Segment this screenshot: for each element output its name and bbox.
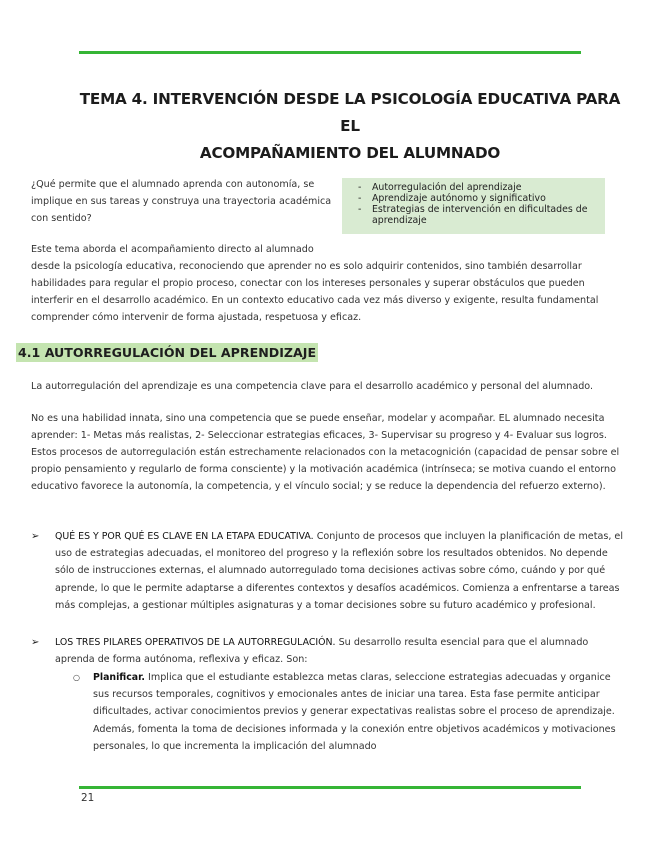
page-number: 21 [81, 792, 95, 804]
intro-paragraph-rest: desde la psicología educativa, reconociendo que aprender no es solo adquirir contenidos, sino también desarrollar habilidades para regular el propio proceso, conectar con los intereses personales y superar obstáculos que pueden interferir en el desarrollo académico. En un contexto educativo cada vez más diverso y exigente, resulta fundamental comprender cómo intervenir de forma ajustada, respetuosa y eficaz. [31, 261, 599, 323]
bullet-text: Su desarrollo resulta esencial para que el alumnado aprenda de forma autónoma, reflexiva y eficaz. Son: [55, 637, 589, 666]
topics-list [358, 182, 599, 226]
intro-question: ¿Qué permite que el alumnado aprenda con autonomía, se implique en sus tareas y construya una trayectoria académica con sentido? [31, 179, 332, 224]
top-rule [79, 51, 581, 54]
bottom-rule [79, 786, 581, 789]
sub-bullet-text: Implica que el estudiante establezca metas claras, seleccione estrategias adecuadas y organice sus recursos temporales, cognitivos y emocionales antes de iniciar una tarea. Esta fase permite anticipar dificultades, activar conocimientos previos y generar expectativas realistas sobre el proceso de aprendizaje. Además, fomenta la toma de decisiones informada y la conexión entre objetivos académicos y motivaciones personales, lo que incrementa la implicación del alumnado [93, 672, 616, 752]
circle-bullet-icon: ○ [73, 673, 80, 682]
bullet-text: Conjunto de procesos que incluyen la planificación de metas, el uso de estrategias adecuadas, el monitoreo del progreso y la reflexión sobre los resultados obtenidos. No depende sólo de instrucciones externas, el alumnado autorregulado toma decisiones activas sobre cómo, cuándo y por qué aprende, lo que le permite adaptarse a diferentes contextos y desafíos académicos. Comienza a enfrentarse a tareas más complejas, a gestionar múltiples asignaturas y a tomar decisiones sobre su futuro académico y profesional. [55, 531, 623, 611]
arrow-bullet-icon: ➢ [31, 531, 40, 542]
title-line-1: TEMA 4. INTERVENCIÓN DESDE LA PSICOLOGÍA EDUCATIVA PARA EL [79, 90, 621, 135]
section-heading: 4.1 AUTORREGULACIÓN DEL APRENDIZAJE [18, 345, 317, 360]
arrow-bullet-icon: ➢ [31, 637, 40, 648]
intro-paragraph [31, 241, 627, 326]
intro-paragraph-first-line: Este tema aborda el acompañamiento directo al alumnado [31, 244, 314, 255]
bullet-title: QUÉ ES Y POR QUÉ ES CLAVE EN LA ETAPA EDUCATIVA. [55, 531, 314, 542]
bullet-three-pillars [31, 634, 627, 668]
paragraph-metacognition: No es una habilidad innata, sino una competencia que se puede enseñar, modelar y acompañar. EL alumnado necesita aprender: 1- Metas más realistas, 2- Seleccionar estrategias eficaces, 3- Supervisar su progreso y 4- Evaluar sus logros. Estos procesos de autorregulación están estrechamente relacionados con la metacognición (capacidad de pensar sobre el propio pensamiento y regularlo de forma consciente) y la motivación académica (intrínseca; se motiva cuando el entorno educativo favorece la autonomía, la competencia, y el vínculo social; y se reduce la dependencia del refuerzo externo). [31, 413, 620, 492]
paragraph-definition: La autorregulación del aprendizaje es una competencia clave para el desarrollo académico y personal del alumnado. [31, 381, 594, 392]
bullet-title: LOS TRES PILARES OPERATIVOS DE LA AUTORREGULACIÓN. [55, 637, 336, 648]
sub-bullet-title: Planificar. [93, 672, 145, 683]
bullet-what-is [31, 528, 627, 614]
topic-item: - Estrategias de intervención en dificultades de aprendizaje [358, 204, 588, 226]
page-title [70, 86, 630, 167]
topics-box [342, 178, 605, 234]
topic-item: - Aprendizaje autónomo y significativo [358, 193, 546, 204]
topic-item: - Autorregulación del aprendizaje [358, 182, 522, 193]
title-line-2: ACOMPAÑAMIENTO DEL ALUMNADO [199, 144, 501, 162]
sub-bullet-planificar [31, 669, 627, 755]
